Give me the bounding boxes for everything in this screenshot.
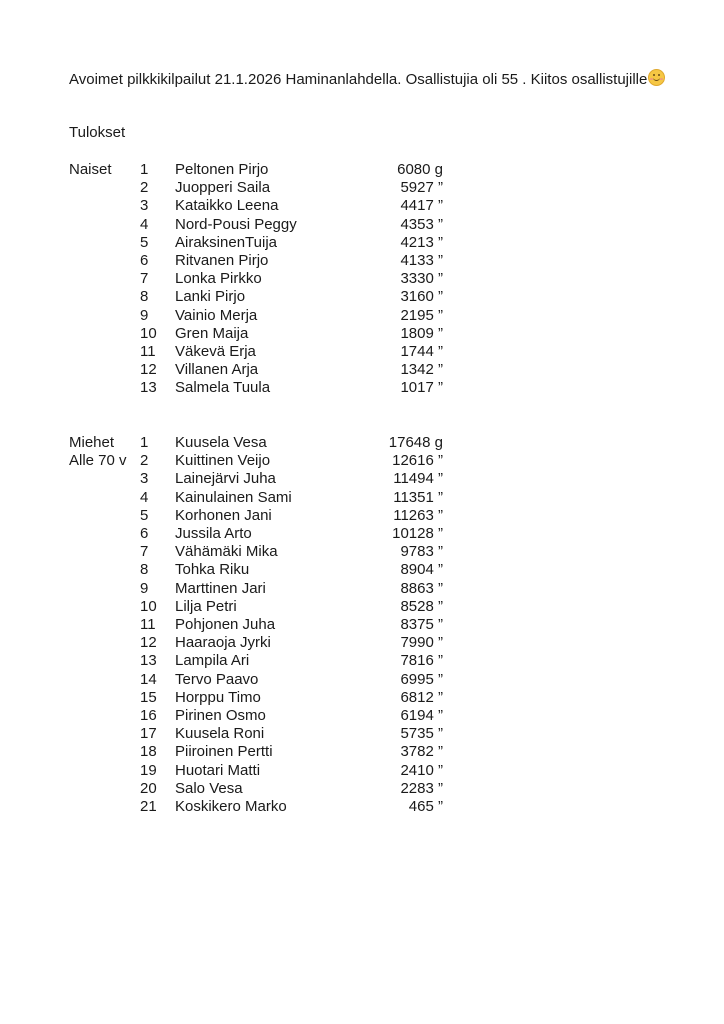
- name-cell: Kuusela Vesa: [175, 434, 267, 451]
- result-row: [0, 452, 724, 470]
- result-row: [0, 543, 724, 561]
- rank-cell: 12: [140, 361, 157, 379]
- smiling-face-icon: [648, 69, 665, 86]
- weight-cell: 11351 ”: [393, 488, 443, 506]
- result-row: [0, 707, 724, 725]
- result-row: [0, 288, 724, 306]
- result-row: [0, 689, 724, 707]
- rank-cell: 3: [140, 197, 149, 215]
- weight-cell: 7990 ”: [400, 634, 443, 652]
- rank-cell: 2: [140, 179, 149, 197]
- name-cell: Kuusela Roni: [175, 725, 265, 743]
- name-cell: Lonka Pirkko: [175, 270, 262, 288]
- category-label: Naiset: [69, 161, 112, 178]
- intro-paragraph: [69, 69, 669, 89]
- name-cell: Pohjonen Juha: [175, 616, 276, 633]
- weight-cell: 4133 ”: [400, 252, 443, 269]
- rank-cell: 10: [140, 324, 157, 342]
- result-row: [0, 379, 724, 397]
- rank-cell: 14: [140, 670, 157, 688]
- weight-cell: 2410 ”: [400, 761, 443, 779]
- rank-cell: 17: [140, 725, 157, 743]
- result-row: [0, 470, 724, 488]
- weight-cell: 7816 ”: [400, 652, 443, 670]
- weight-cell: 4417 ”: [400, 197, 443, 215]
- name-cell: Koskikero Marko: [175, 798, 287, 815]
- result-row: [0, 307, 724, 325]
- result-row: [0, 616, 724, 634]
- result-row: [0, 234, 724, 252]
- name-cell: Korhonen Jani: [175, 506, 272, 524]
- result-row: [0, 580, 724, 598]
- weight-cell: 11494 ”: [393, 470, 443, 488]
- result-row: [0, 525, 724, 543]
- result-row: [0, 361, 724, 379]
- weight-cell: 17648 g: [388, 434, 443, 451]
- rank-cell: 18: [140, 743, 157, 761]
- result-row: [0, 343, 724, 361]
- result-row: [0, 598, 724, 616]
- weight-cell: 12616 ”: [392, 452, 443, 470]
- result-row: [0, 743, 724, 761]
- name-cell: Tohka Riku: [175, 561, 250, 579]
- rank-cell: 16: [140, 707, 157, 724]
- result-row: [0, 270, 724, 288]
- result-row: [0, 671, 724, 689]
- result-row: [0, 762, 724, 780]
- rank-cell: 10: [140, 597, 157, 615]
- name-cell: AiraksinenTuija: [175, 233, 277, 251]
- weight-cell: 3160 ”: [400, 288, 443, 306]
- weight-cell: 1744 ”: [400, 343, 443, 360]
- weight-cell: 8528 ”: [400, 597, 443, 615]
- name-cell: Ritvanen Pirjo: [175, 252, 269, 269]
- name-cell: Villanen Arja: [175, 361, 259, 379]
- weight-cell: 5927 ”: [400, 179, 443, 197]
- rank-cell: 7: [140, 270, 149, 288]
- name-cell: Lilja Petri: [175, 597, 237, 615]
- name-cell: Peltonen Pirjo: [175, 161, 269, 178]
- rank-cell: 4: [140, 215, 149, 233]
- name-cell: Väkevä Erja: [175, 343, 256, 360]
- weight-cell: 1342 ”: [400, 361, 443, 379]
- result-row: [0, 489, 724, 507]
- weight-cell: 3330 ”: [400, 270, 443, 288]
- name-cell: Lainejärvi Juha: [175, 470, 276, 488]
- name-cell: Salmela Tuula: [175, 379, 271, 397]
- rank-cell: 11: [140, 616, 156, 633]
- name-cell: Huotari Matti: [175, 761, 261, 779]
- weight-cell: 6194 ”: [400, 707, 443, 724]
- name-cell: Lampila Ari: [175, 652, 250, 670]
- weight-cell: 8863 ”: [400, 579, 443, 597]
- name-cell: Marttinen Jari: [175, 579, 266, 597]
- result-row: [0, 725, 724, 743]
- rank-cell: 3: [140, 470, 149, 488]
- weight-cell: 5735 ”: [400, 725, 443, 743]
- rank-cell: 13: [140, 379, 157, 397]
- result-row: [0, 780, 724, 798]
- name-cell: Kataikko Leena: [175, 197, 279, 215]
- rank-cell: 6: [140, 252, 149, 269]
- weight-cell: 2283 ”: [400, 779, 443, 797]
- name-cell: Jussila Arto: [175, 525, 252, 542]
- name-cell: Pirinen Osmo: [175, 707, 266, 724]
- name-cell: Juopperi Saila: [175, 179, 271, 197]
- weight-cell: 11263 ”: [393, 506, 443, 524]
- name-cell: Salo Vesa: [175, 779, 243, 797]
- result-row: [0, 216, 724, 234]
- weight-cell: 465 ”: [408, 798, 443, 815]
- weight-cell: 4353 ”: [400, 215, 443, 233]
- rank-cell: 11: [140, 343, 156, 360]
- weight-cell: 8904 ”: [400, 561, 443, 579]
- weight-cell: 8375 ”: [400, 616, 443, 633]
- name-cell: Gren Maija: [175, 324, 249, 342]
- rank-cell: 1: [140, 434, 149, 451]
- result-row: [0, 434, 724, 452]
- result-row: [0, 179, 724, 197]
- rank-cell: 2: [140, 452, 149, 470]
- result-row: [0, 507, 724, 525]
- rank-cell: 5: [140, 233, 149, 251]
- result-row: [0, 197, 724, 215]
- name-cell: Kuittinen Veijo: [175, 452, 271, 470]
- category-label: Alle 70 v: [69, 452, 127, 470]
- result-row: [0, 161, 724, 179]
- name-cell: Haaraoja Jyrki: [175, 634, 271, 652]
- rank-cell: 15: [140, 688, 157, 706]
- rank-cell: 4: [140, 488, 149, 506]
- results-heading: Tulokset: [69, 124, 126, 141]
- rank-cell: 7: [140, 543, 149, 561]
- rank-cell: 8: [140, 288, 149, 306]
- result-row: [0, 325, 724, 343]
- weight-cell: 1809 ”: [400, 324, 443, 342]
- rank-cell: 1: [140, 161, 149, 178]
- name-cell: Kainulainen Sami: [175, 488, 292, 506]
- category-label: Miehet: [69, 434, 115, 451]
- result-row: [0, 252, 724, 270]
- weight-cell: 9783 ”: [400, 543, 443, 561]
- rank-cell: 12: [140, 634, 157, 652]
- rank-cell: 6: [140, 525, 149, 542]
- result-row: [0, 634, 724, 652]
- rank-cell: 21: [140, 798, 157, 815]
- name-cell: Nord-Pousi Peggy: [175, 215, 297, 233]
- rank-cell: 13: [140, 652, 157, 670]
- name-cell: Tervo Paavo: [175, 670, 259, 688]
- result-row: [0, 798, 724, 816]
- rank-cell: 19: [140, 761, 157, 779]
- result-row: [0, 652, 724, 670]
- weight-cell: 10128 ”: [392, 525, 443, 542]
- weight-cell: 3782 ”: [400, 743, 443, 761]
- weight-cell: 2195 ”: [400, 306, 443, 324]
- name-cell: Vähämäki Mika: [175, 543, 278, 561]
- name-cell: Piiroinen Pertti: [175, 743, 273, 761]
- weight-cell: 4213 ”: [400, 233, 443, 251]
- intro-text: Avoimet pilkkikilpailut 21.1.2026 Haminanlahdella. Osallistujia oli 55 . Kiitos osallistujille: [69, 71, 648, 88]
- name-cell: Lanki Pirjo: [175, 288, 246, 306]
- name-cell: Vainio Merja: [175, 306, 258, 324]
- name-cell: Horppu Timo: [175, 688, 261, 706]
- rank-cell: 9: [140, 579, 149, 597]
- weight-cell: 6812 ”: [400, 688, 443, 706]
- rank-cell: 9: [140, 306, 149, 324]
- weight-cell: 6995 ”: [400, 670, 443, 688]
- result-row: [0, 561, 724, 579]
- rank-cell: 5: [140, 506, 149, 524]
- rank-cell: 20: [140, 779, 157, 797]
- weight-cell: 6080 g: [397, 161, 443, 178]
- weight-cell: 1017 ”: [400, 379, 443, 397]
- rank-cell: 8: [140, 561, 149, 579]
